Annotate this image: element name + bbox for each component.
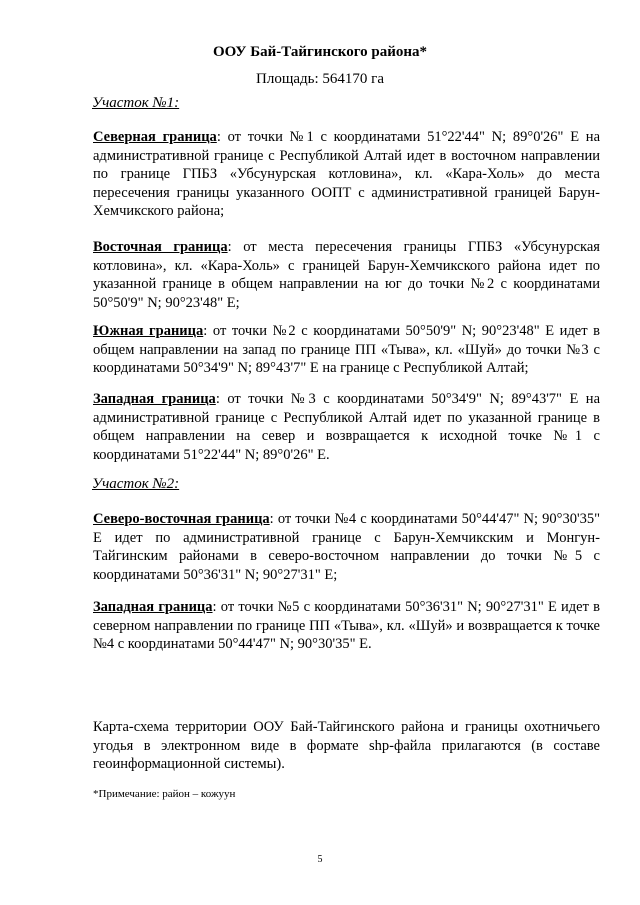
page-number: 5 <box>317 854 323 865</box>
northeast-boundary-paragraph <box>93 510 600 584</box>
north-boundary-paragraph <box>93 128 600 221</box>
document-title: ООУ Бай-Тайгинского района* <box>212 44 428 60</box>
south-boundary-text: : от точки №2 с координатами 50°50'9" N; 90°23'48" E идет в общем направлении на запад по границе ПП «Тыва», кл. «Шуй» до точки №3 с координатами 50°34'9" N; 89°43'7" E на границе с Республикой Алтай; <box>93 323 601 376</box>
west-boundary-2-paragraph <box>93 598 600 654</box>
northeast-boundary-text: : от точки №4 с координатами 50°44'47" N; 90°30'35" E идет по административной границе с Барун-Хемчикским и Монгун-Тайгинским районами в северо-восточном направлении до точки №5 с координатами 50°36'31" N; 90°27'31" E; <box>93 511 600 583</box>
west-boundary-2-label: Западная граница <box>93 599 213 615</box>
footnote: *Примечание: район – кожуун <box>93 788 236 800</box>
west-boundary-2-text: : от точки №5 с координатами 50°36'31" N; 90°27'31" E идет в северном направлении по границе ПП «Тыва», кл. «Шуй» и возвращается к точке №4 с координатами 50°44'47" N; 90°30'35" E. <box>93 599 600 652</box>
area-line: Площадь: 564170 га <box>256 71 384 87</box>
section-1-heading: Участок №1: <box>92 95 180 111</box>
north-boundary-label: Северная граница <box>93 129 217 145</box>
south-boundary-label: Южная граница <box>93 323 204 339</box>
section-2-heading: Участок №2: <box>92 476 180 492</box>
north-boundary-text: : от точки №1 с координатами 51°22'44" N; 89°0'26" E на административной границе с Республикой Алтай идет в восточном направлении по границе ГПБЗ «Убсунурская котловина», кл. «Кара-Холь» до места пересечения границы указанного ООПТ с административной границей Барун-Хемчикского района; <box>93 129 600 219</box>
east-boundary-text: : от места пересечения границы ГПБЗ «Убсунурская котловина», кл. «Кара-Холь» с границей Барун-Хемчикского района идет по указанной границе в общем направлении на юг до точки №2 с координатами 50°50'9" N; 90°23'48" E; <box>93 239 600 311</box>
map-note-paragraph: Карта-схема территории ООУ Бай-Тайгинского района и границы охотничьего угодья в электронном виде в формате shp-файла прилагаются (в составе геоинформационной системы). <box>93 719 600 772</box>
west-boundary-text: : от точки №3 с координатами 50°34'9" N; 89°43'7" E на административной границе с Республикой Алтай идет по указанной границе в общем направлении на север и возвращается к исходной точке №1 с координатами 51°22'44" N; 89°0'26" E. <box>93 391 600 463</box>
northeast-boundary-label: Северо-восточная граница <box>93 511 270 527</box>
south-boundary-paragraph <box>93 322 600 378</box>
west-boundary-label: Западная граница <box>93 391 216 407</box>
west-boundary-paragraph <box>93 390 600 464</box>
east-boundary-paragraph <box>93 238 600 312</box>
east-boundary-label: Восточная граница <box>93 239 228 255</box>
